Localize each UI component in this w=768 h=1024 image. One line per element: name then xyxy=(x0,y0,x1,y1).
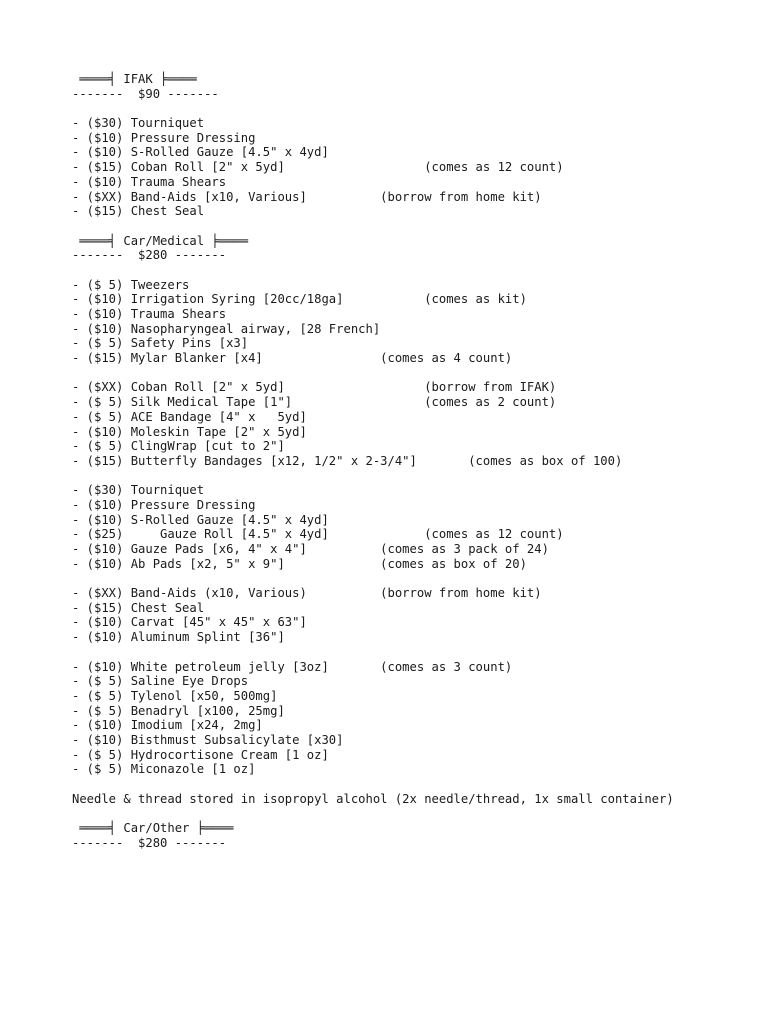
list-item: - ($10) Moleskin Tape [2" x 5yd] xyxy=(72,424,307,439)
blank-line xyxy=(72,263,752,278)
list-item: - ($ 5) ClingWrap [cut to 2"] xyxy=(72,439,285,454)
blank-line xyxy=(72,219,752,234)
list-item: - ($15) Coban Roll [2" x 5yd] (comes as 12 count) xyxy=(72,160,564,175)
list-item: - ($10) Trauma Shears xyxy=(72,307,227,321)
list-item: - ($XX) Coban Roll [2" x 5yd] (borrow from IFAK) xyxy=(72,380,557,395)
section-header: ════╡ IFAK ╞════ xyxy=(72,72,197,86)
list-item: - ($10) S-Rolled Gauze [4.5" x 4yd] xyxy=(72,512,329,527)
section-price: ------- $90 ------- xyxy=(72,86,219,101)
list-item: - ($10) Ab Pads [x2, 5" x 9"] (comes as box of 20) xyxy=(72,556,527,571)
list-item: - ($10) Imodium [x24, 2mg] xyxy=(72,718,263,733)
list-item: - ($10) Gauze Pads [x6, 4" x 4"] (comes as 3 pack of 24) xyxy=(72,542,549,556)
list-item: - ($ 5) Tweezers xyxy=(72,277,190,292)
list-item: - ($ 5) Miconazole [1 oz] xyxy=(72,762,256,777)
list-item: - ($10) Aluminum Splint [36"] xyxy=(72,630,285,645)
list-item: - ($30) Tourniquet xyxy=(72,116,205,131)
list-item: - ($XX) Band-Aids (x10, Various) (borrow from home kit) xyxy=(72,586,542,601)
blank-line xyxy=(72,101,752,116)
list-item: - ($15) Butterfly Bandages [x12, 1/2" x 2-3/4"] (comes as box of 100) xyxy=(72,453,623,468)
document-body xyxy=(72,72,752,850)
list-item: - ($10) Trauma Shears xyxy=(72,174,227,189)
list-item: - ($25) Gauze Roll [4.5" x 4yd] (comes as 12 count) xyxy=(72,527,564,542)
list-item: - ($ 5) Silk Medical Tape [1"] (comes as 2 count) xyxy=(72,395,557,410)
blank-line xyxy=(72,571,752,586)
section-price: ------- $280 ------- xyxy=(72,248,227,263)
list-item: - ($30) Tourniquet xyxy=(72,483,205,498)
list-item: - ($10) Bisthmust Subsalicylate [x30] xyxy=(72,732,344,747)
list-item: - ($ 5) Safety Pins [x3] xyxy=(72,336,249,351)
blank-line xyxy=(72,806,752,821)
section-header: ════╡ Car/Medical ╞════ xyxy=(72,233,249,248)
list-item: - ($10) Carvat [45" x 45" x 63"] xyxy=(72,615,307,630)
blank-line xyxy=(72,469,752,484)
list-item: Needle & thread stored in isopropyl alcohol (2x needle/thread, 1x small container) xyxy=(72,791,674,806)
list-item: - ($ 5) Saline Eye Drops xyxy=(72,674,249,689)
list-item: - ($10) Pressure Dressing xyxy=(72,130,256,145)
list-item: - ($15) Mylar Blanker [x4] (comes as 4 count) xyxy=(72,351,513,366)
list-item: - ($10) S-Rolled Gauze [4.5" x 4yd] xyxy=(72,145,329,160)
blank-line xyxy=(72,777,752,792)
blank-line xyxy=(72,366,752,381)
list-item: - ($ 5) Benadryl [x100, 25mg] xyxy=(72,703,285,718)
list-item: - ($ 5) Hydrocortisone Cream [1 oz] xyxy=(72,747,329,762)
list-item: - ($10) Nasopharyngeal airway, [28 French] xyxy=(72,321,381,336)
list-item: - ($10) Irrigation Syring [20cc/18ga] (comes as kit) xyxy=(72,292,527,307)
list-item: - ($XX) Band-Aids [x10, Various] (borrow from home kit) xyxy=(72,189,542,204)
section-header: ════╡ Car/Other ╞════ xyxy=(72,821,234,836)
list-item: - ($ 5) ACE Bandage [4" x 5yd] xyxy=(72,409,307,424)
list-item: - ($10) White petroleum jelly [3oz] (comes as 3 count) xyxy=(72,659,513,674)
blank-line xyxy=(72,645,752,660)
list-item: - ($ 5) Tylenol [x50, 500mg] xyxy=(72,688,278,703)
list-item: - ($10) Pressure Dressing xyxy=(72,497,256,512)
section-price: ------- $280 ------- xyxy=(72,835,227,850)
list-item: - ($15) Chest Seal xyxy=(72,204,205,219)
list-item: - ($15) Chest Seal xyxy=(72,600,205,615)
